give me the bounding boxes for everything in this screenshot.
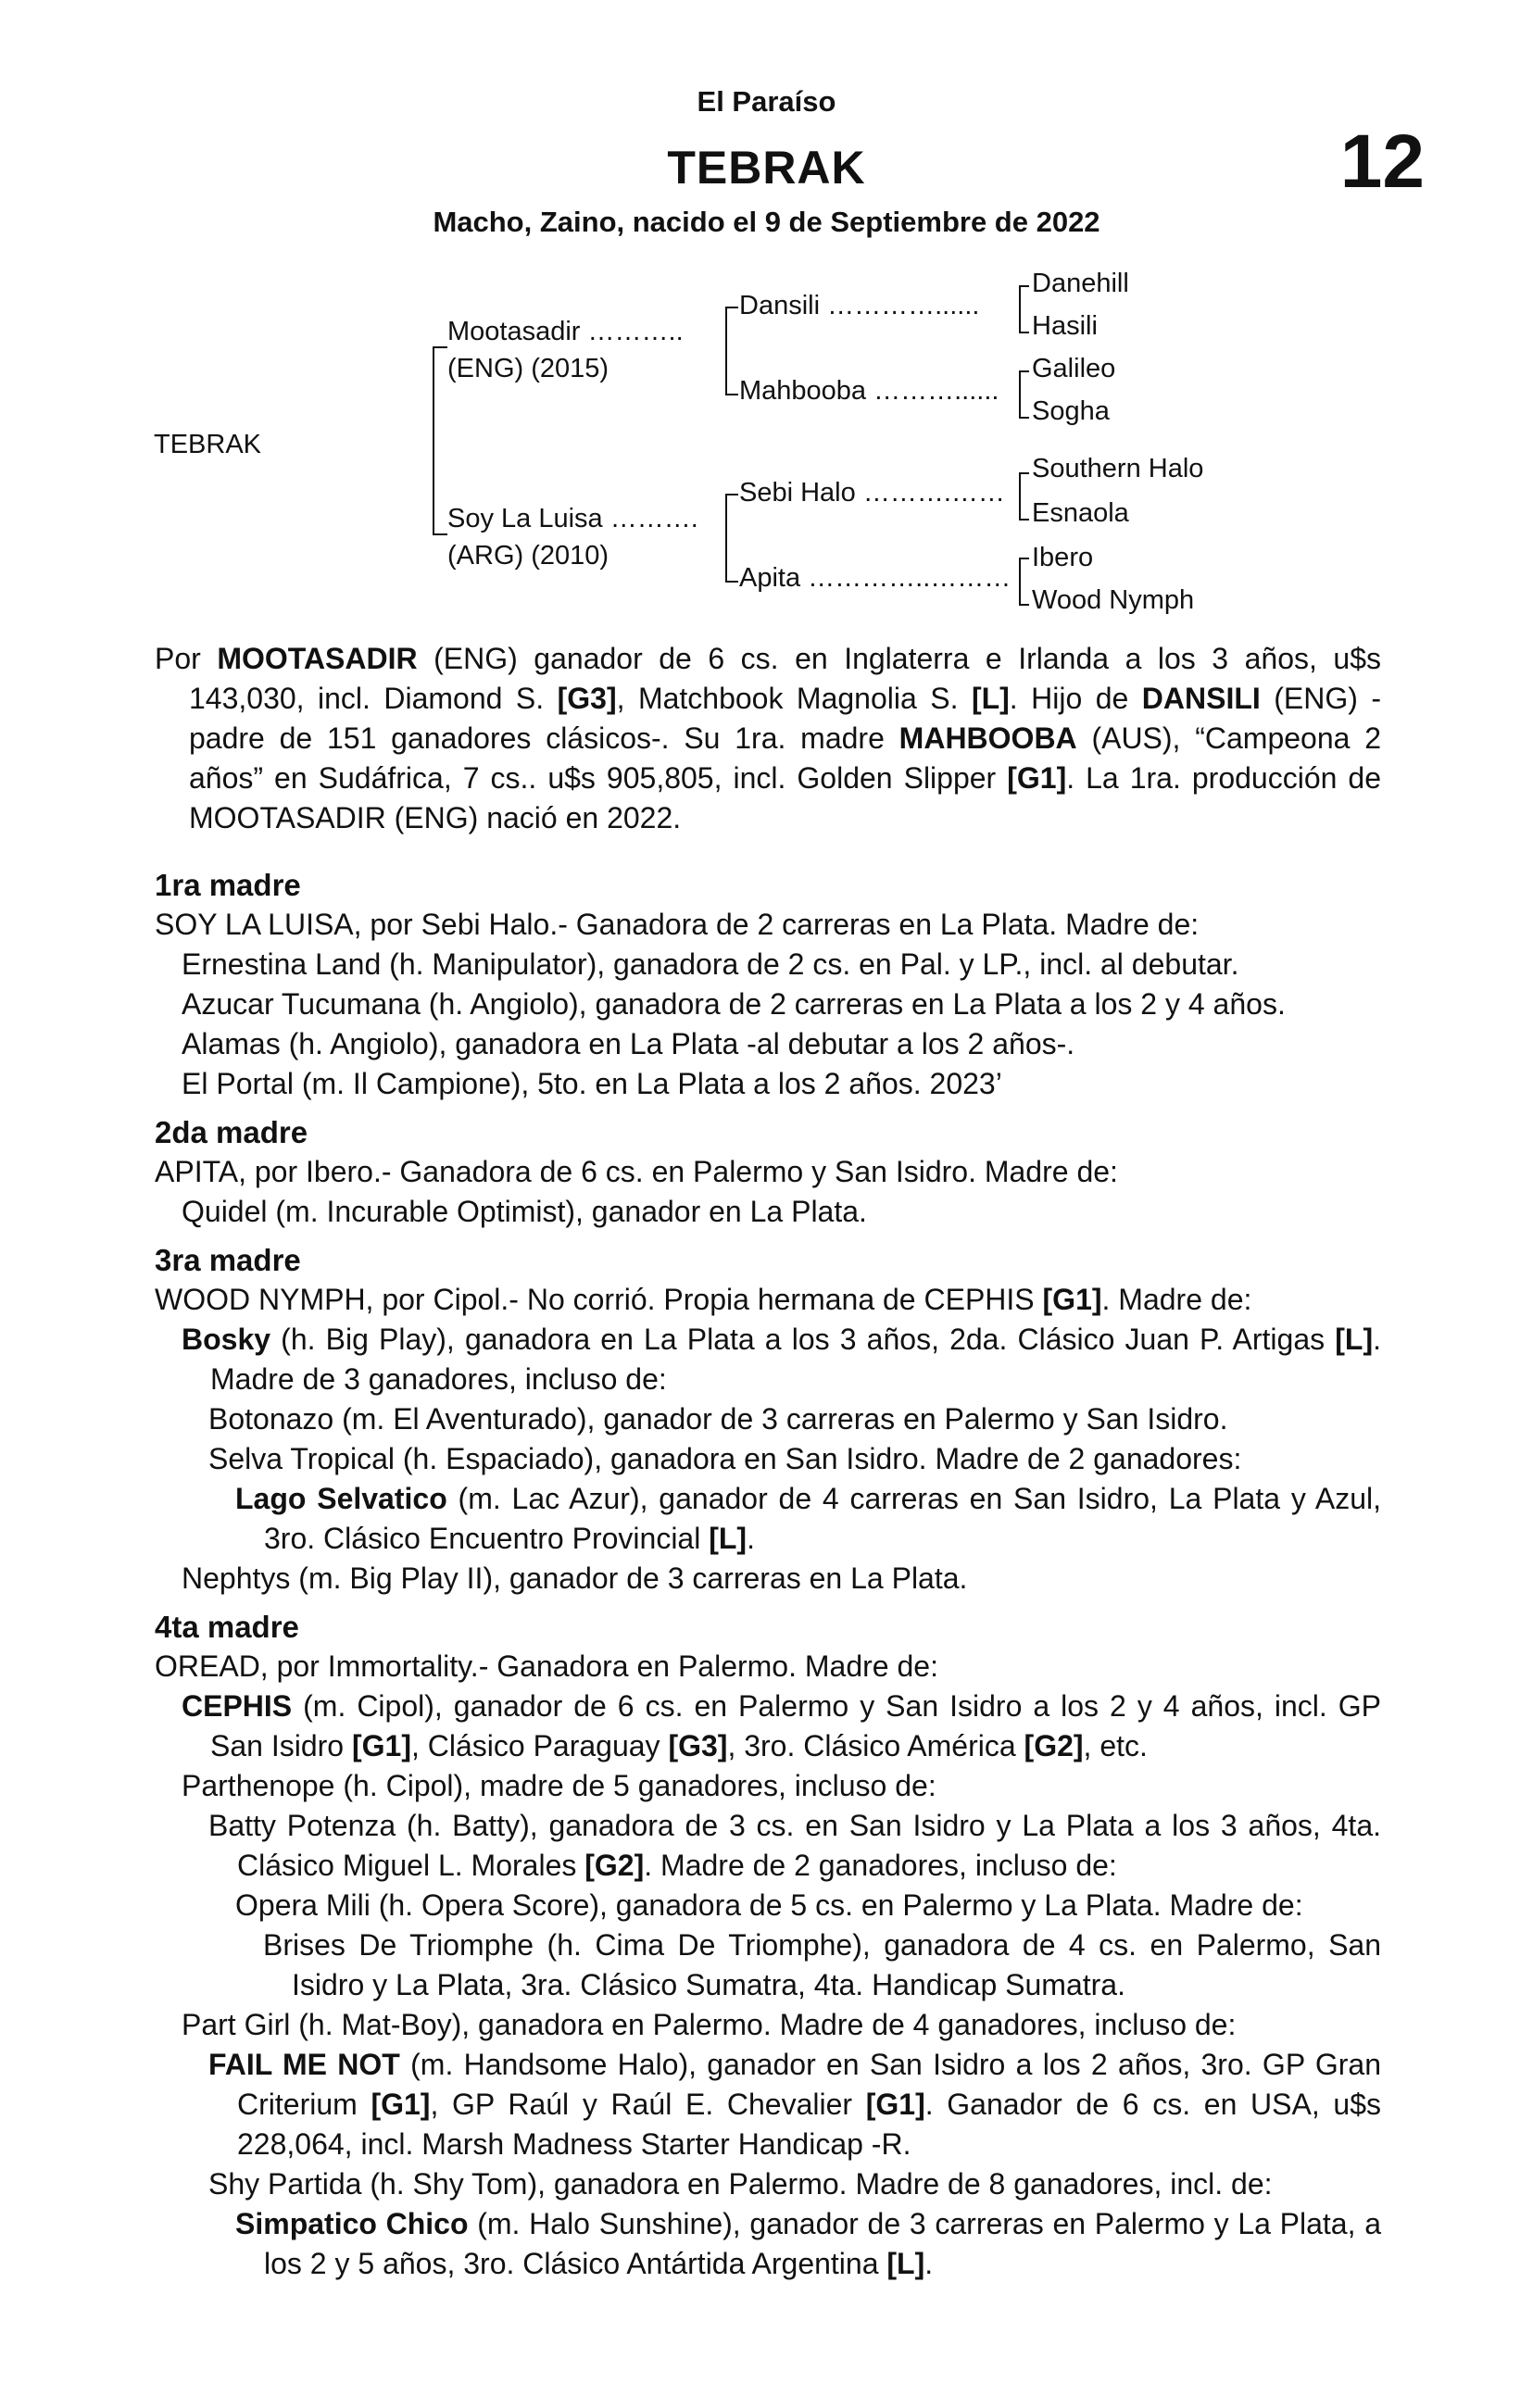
pedigree-dam-dam-name: Apita <box>739 563 801 593</box>
produce-entry <box>155 2164 1381 2204</box>
text-run: . <box>747 1522 755 1555</box>
text-run: , etc. <box>1083 1729 1148 1762</box>
produce-entry <box>155 1192 1381 1232</box>
pedigree-bracket-g3-4 <box>1019 558 1029 606</box>
section-heading: 1ra madre <box>155 868 301 902</box>
section-heading: 4ta madre <box>155 1610 299 1644</box>
text-run: Por <box>155 642 218 675</box>
pedigree-sire-name: Mootasadir <box>447 317 581 346</box>
text-run: WOOD NYMPH, por Cipol.- No corrió. Propia hermana de CEPHIS <box>155 1283 1043 1316</box>
text-run: (m. Cipol), ganador de 6 cs. en Palermo y San Isidro a los 2 y 4 años, incl. GP San Isidro <box>210 1689 1381 1762</box>
text-run: , 3ro. Clásico América <box>727 1729 1024 1762</box>
bold-text: [G1] <box>1007 761 1067 795</box>
text-run: . Madre de 2 ganadores, incluso de: <box>644 1849 1117 1882</box>
pedigree-sire-sire-name: Dansili <box>739 291 821 320</box>
text-run: Parthenope (h. Cipol), madre de 5 ganadores, incluso de: <box>182 1769 936 1802</box>
pedigree-bracket-g3-1 <box>1019 285 1029 333</box>
text-run: APITA, por Ibero.- Ganadora de 6 cs. en Palermo y San Isidro. Madre de: <box>155 1155 1118 1188</box>
produce-entry <box>155 1479 1381 1559</box>
text-run: , Matchbook Magnolia S. <box>616 682 972 715</box>
text-run: El Portal (m. Il Campione), 5to. en La Plata a los 2 años. 2023’ <box>182 1067 1002 1100</box>
text-run: Nephtys (m. Big Play II), ganador de 3 carreras en La Plata. <box>182 1561 968 1595</box>
dam-entry <box>155 1280 1381 1320</box>
sire-intro-paragraph <box>155 639 1381 838</box>
text-run: Quidel (m. Incurable Optimist), ganador en La Plata. <box>182 1195 867 1228</box>
text-run: (m. Lac Azur), ganador de 4 carreras en San Isidro, La Plata y Azul, 3ro. Clásico Encuentro Provincial <box>264 1482 1382 1555</box>
bold-text: MAHBOOBA <box>898 721 1077 755</box>
family-sections <box>155 866 1381 2284</box>
pedigree-sire <box>447 317 684 347</box>
bold-text: Lago Selvatico <box>235 1482 447 1515</box>
bold-text: [L] <box>1335 1323 1374 1356</box>
bold-text: [G1] <box>351 1729 411 1762</box>
pedigree-bracket-sire <box>725 307 738 395</box>
pedigree-bracket-g3-2 <box>1019 370 1029 419</box>
dam-entry <box>155 905 1381 945</box>
bold-text: [G2] <box>1024 1729 1084 1762</box>
text-run: Azucar Tucumana (h. Angiolo), ganadora de 2 carreras en La Plata a los 2 y 4 años. <box>182 987 1286 1021</box>
pedigree-g3-7: Ibero <box>1032 543 1094 572</box>
text-run: , Clásico Paraguay <box>410 1729 669 1762</box>
family-section <box>155 1241 1381 1599</box>
pedigree-sire-sire-dots: …………...... <box>827 291 980 320</box>
pedigree-g3-8: Wood Nymph <box>1032 585 1195 615</box>
produce-entry <box>155 1399 1381 1439</box>
produce-entry <box>155 1064 1381 1104</box>
pedigree-dam-dam <box>739 563 1011 594</box>
pedigree-sire-origin: (ENG) (2015) <box>447 354 609 383</box>
text-run: SOY LA LUISA, por Sebi Halo.- Ganadora de 2 carreras en La Plata. Madre de: <box>155 908 1200 941</box>
bold-text: Bosky <box>182 1323 271 1356</box>
bold-text: [L] <box>709 1522 748 1555</box>
text-run: (m. Halo Sunshine), ganador de 3 carreras en Palermo y La Plata, a los 2 y 5 años, 3ro. Clásico Antártida Argentina <box>264 2207 1382 2280</box>
text-run: OREAD, por Immortality.- Ganadora en Palermo. Madre de: <box>155 1649 938 1683</box>
produce-entry <box>155 945 1381 985</box>
bold-text: [G3] <box>557 682 617 715</box>
produce-entry <box>155 2045 1381 2164</box>
family-section <box>155 1608 1381 2284</box>
text-run: Selva Tropical (h. Espaciado), ganadora en San Isidro. Madre de 2 ganadores: <box>208 1442 1242 1475</box>
pedigree-bracket-gen1 <box>433 346 447 535</box>
bold-text: Simpatico Chico <box>235 2207 469 2240</box>
text-run: Part Girl (h. Mat-Boy), ganadora en Palermo. Madre de 4 ganadores, incluso de: <box>182 2008 1237 2041</box>
produce-entry <box>155 1806 1381 1886</box>
text-run: . <box>924 2247 934 2280</box>
text-run: Brises De Triomphe (h. Cima De Triomphe), ganadora de 4 cs. en Palermo, San Isidro y La Plata, 3ra. Clásico Sumatra, 4ta. Handicap Sumatra. <box>263 1928 1381 2001</box>
pedigree-g3-5: Southern Halo <box>1032 454 1204 483</box>
bold-text: [G1] <box>371 2088 431 2121</box>
text-run: Shy Partida (h. Shy Tom), ganadora en Palermo. Madre de 8 ganadores, incl. de: <box>208 2167 1273 2201</box>
pedigree-dam-dots: ………. <box>609 504 698 533</box>
family-section <box>155 1113 1381 1232</box>
text-run: , GP Raúl y Raúl E. Chevalier <box>430 2088 866 2121</box>
lot-number: 12 <box>1339 119 1425 204</box>
produce-entry <box>155 2204 1381 2284</box>
pedigree-dam-origin: (ARG) (2010) <box>447 541 609 571</box>
text-run: Ernestina Land (h. Manipulator), ganadora de 2 cs. en Pal. y LP., incl. al debutar. <box>182 947 1239 981</box>
produce-entry <box>155 1886 1381 1925</box>
text-run: . Hijo de <box>1009 682 1142 715</box>
pedigree-g3-1: Danehill <box>1032 269 1129 298</box>
text-run: (h. Big Play), ganadora en La Plata a los 3 años, 2da. Clásico Juan P. Artigas <box>270 1323 1336 1356</box>
section-heading: 2da madre <box>155 1115 308 1149</box>
pedigree-dam-dam-dots: …………..……… <box>808 563 1012 593</box>
pedigree-sire-dam-name: Mahbooba <box>739 376 867 406</box>
produce-entry <box>155 985 1381 1024</box>
dam-entry <box>155 1647 1381 1687</box>
produce-entry <box>155 1320 1381 1399</box>
bold-text: [L] <box>971 682 1010 715</box>
pedigree-sire-dots: ……….. <box>587 317 684 346</box>
pedigree-bracket-dam <box>725 494 738 583</box>
pedigree-dam-sire-dots: ……….…… <box>862 478 1005 508</box>
bold-text: CEPHIS <box>182 1689 293 1723</box>
pedigree-sire-dam <box>739 376 999 407</box>
bold-text: [L] <box>886 2247 925 2280</box>
produce-entry <box>155 1687 1381 1766</box>
pedigree-dam-sire-name: Sebi Halo <box>739 478 856 508</box>
produce-entry <box>155 1925 1381 2005</box>
catalog-body <box>155 639 1381 2284</box>
pedigree-dam-sire <box>739 478 1005 508</box>
section-heading: 3ra madre <box>155 1243 301 1277</box>
text-run: (ENG) -padre de 151 ganadores clásicos-. Su 1ra. madre <box>189 682 1382 755</box>
bold-text: [G2] <box>584 1849 645 1882</box>
text-run: (ENG) ganador de 6 cs. en Inglaterra e Irlanda a los 3 años, u$s 143,030, incl. Diamond S. <box>189 642 1382 715</box>
text-run: . Madre de: <box>1101 1283 1252 1316</box>
text-run: . La 1ra. producción de MOOTASADIR (ENG) nació en 2022. <box>189 761 1382 834</box>
pedigree-sire-dam-dots: ………...... <box>873 376 999 406</box>
text-run: Opera Mili (h. Opera Score), ganadora de 5 cs. en Palermo y La Plata. Madre de: <box>235 1888 1303 1922</box>
bold-text: [G3] <box>668 1729 728 1762</box>
bold-text: DANSILI <box>1141 682 1261 715</box>
produce-entry <box>155 2005 1381 2045</box>
pedigree-dam-name: Soy La Luisa <box>447 504 603 533</box>
text-run: Batty Potenza (h. Batty), ganadora de 3 cs. en San Isidro y La Plata a los 3 años, 4ta. Clásico Miguel L. Morales <box>208 1809 1381 1882</box>
text-run: Botonazo (m. El Aventurado), ganador de 3 carreras en Palermo y San Isidro. <box>208 1402 1228 1436</box>
text-run: (m. Handsome Halo), ganador en San Isidro a los 2 años, 3ro. GP Gran Criterium <box>237 2048 1382 2121</box>
produce-entry <box>155 1024 1381 1064</box>
family-section <box>155 866 1381 1104</box>
text-run: . Ganador de 6 cs. en USA, u$s 228,064, incl. Marsh Madness Starter Handicap -R. <box>237 2088 1382 2161</box>
text-run: Alamas (h. Angiolo), ganadora en La Plata -al debutar a los 2 años-. <box>182 1027 1075 1060</box>
bold-text: [G1] <box>1042 1283 1102 1316</box>
bold-text: FAIL ME NOT <box>208 2048 400 2081</box>
produce-entry <box>155 1766 1381 1806</box>
produce-entry <box>155 1559 1381 1599</box>
pedigree-chart <box>0 0 1533 630</box>
produce-entry <box>155 1439 1381 1479</box>
text-run: (AUS), “Campeona 2 años” en Sudáfrica, 7 cs.. u$s 905,805, incl. Golden Slipper <box>189 721 1382 795</box>
pedigree-bracket-g3-3 <box>1019 472 1029 520</box>
farm-name: El Paraíso <box>697 85 836 118</box>
horse-name: TEBRAK <box>667 142 866 194</box>
pedigree-subject: TEBRAK <box>154 430 262 459</box>
pedigree-dam <box>447 504 698 534</box>
text-run: . Madre de 3 ganadores, incluso de: <box>210 1323 1381 1396</box>
bold-text: [G1] <box>865 2088 925 2121</box>
bold-text: MOOTASADIR <box>217 642 418 675</box>
pedigree-sire-sire <box>739 291 979 321</box>
pedigree-g3-4: Sogha <box>1032 396 1110 426</box>
dam-entry <box>155 1152 1381 1192</box>
pedigree-g3-3: Galileo <box>1032 354 1116 383</box>
pedigree-g3-2: Hasili <box>1032 311 1098 341</box>
pedigree-g3-6: Esnaola <box>1032 498 1129 528</box>
horse-description: Macho, Zaino, nacido el 9 de Septiembre de 2022 <box>433 206 1100 238</box>
